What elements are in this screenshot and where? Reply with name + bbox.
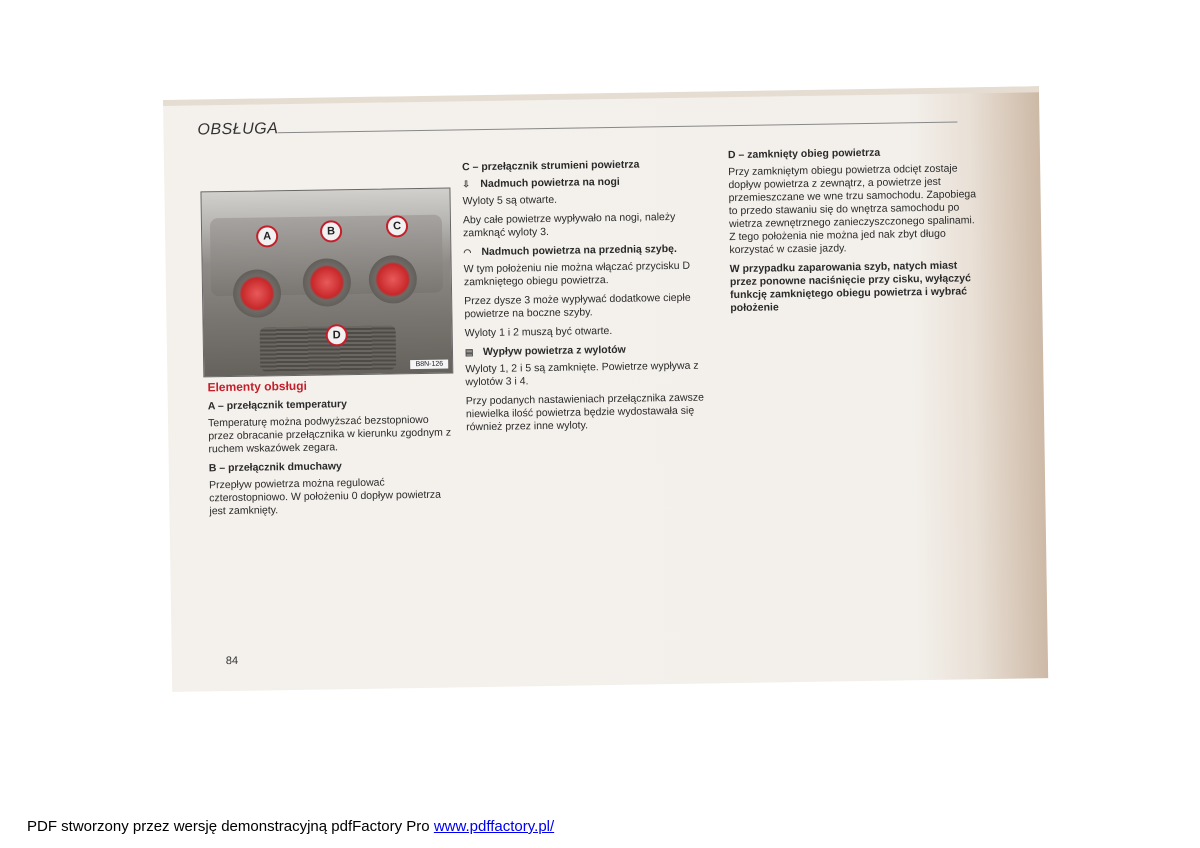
column-1 — [207, 377, 455, 524]
vents-p2: Przy podanych nastawieniach przełącznika zawsze niewielka ilość powietrza będzie wydostawała się również przez inne wyloty. — [465, 391, 704, 434]
callout-d: D — [326, 324, 348, 346]
windshield-p1: W tym położeniu nie można włączać przycisku D zamkniętego obiegu powietrza. — [463, 259, 691, 289]
feet-p2: Aby całe powietrze wypływało na nogi, należy zamknąć wyloty 3. — [462, 210, 676, 240]
b-text: Przepływ powietrza można regulować czterostopniowo. W położeniu 0 dopływ powietrza jest zamknięty. — [208, 476, 442, 518]
callout-b: B — [320, 220, 342, 242]
windshield-p3: Wyloty 1 i 2 muszą być otwarte. — [464, 324, 613, 340]
figure-tag: B8N-126 — [410, 360, 448, 370]
column-2 — [462, 157, 718, 440]
page-header — [197, 110, 957, 142]
footer-text: PDF stworzony przez wersję demonstracyjną pdfFactory Pro — [27, 818, 430, 835]
pdffactory-link[interactable]: www.pdffactory.pl/ — [433, 818, 555, 835]
windshield-heading: Nadmuch powietrza na przednią szybę. — [481, 242, 677, 259]
callout-c: C — [386, 215, 408, 237]
d-bold-text: W przypadku zaparowania szyb, natych miast przez ponowne naciśnięcie przy cisku, wyłączyć funkcję zamkniętego obiegu powietrza i wybrać położenie — [729, 259, 972, 315]
pdf-footer — [27, 818, 554, 835]
callout-a: A — [256, 225, 278, 247]
b-heading: B – przełącznik dmuchawy — [208, 460, 342, 475]
feet-p1: Wyloty 5 są otwarte. — [462, 193, 558, 208]
knob-b — [303, 258, 352, 307]
header-title: OBSŁUGA — [197, 120, 282, 138]
a-text: Temperaturę można podwyższać bezstopniowo przez obracanie przełącznika w kierunku zgodnym z ruchem wskazówek zegara. — [207, 413, 452, 456]
windshield-defrost-icon: ◠ — [463, 247, 472, 258]
column-3 — [728, 145, 983, 319]
feet-heading: Nadmuch powietrza na nogi — [480, 175, 620, 191]
windshield-p2: Przez dysze 3 może wypływać dodatkowe ciepłe powietrze na boczne szyby. — [464, 291, 691, 321]
header-rule — [278, 122, 958, 134]
vents-icon: ▤ — [464, 347, 474, 358]
control-panel-photo — [200, 187, 453, 377]
feet-airflow-icon: ⇩ — [462, 179, 470, 190]
vents-p1: Wyloty 1, 2 i 5 są zamknięte. Powietrze wypływa z wylotów 3 i 4. — [465, 359, 699, 389]
d-heading: D – zamknięty obieg powietrza — [727, 146, 881, 162]
d-text: Przy zamkniętym obiegu powietrza odcięt zostaje dopływ powietrza z zewnątrz, a powietrze jest przemieszczane we wne trzu samochodu. Zapobiega to przedo stawaniu się do wnętrza samochodu po wietrza zewnętrznego zanieczyszczonego spalinami. Z tego położenia nie można jed nak zbyt długo korzystać w czasie jazdy. — [728, 162, 977, 257]
section-title: Elementy obsługi — [207, 378, 307, 395]
knob-a — [233, 269, 282, 318]
page-number: 84 — [225, 654, 239, 668]
a-heading: A – przełącznik temperatury — [207, 398, 347, 413]
scanned-page — [163, 86, 1048, 692]
scan-shadow — [163, 86, 1039, 106]
c-heading: C – przełącznik strumieni powietrza — [461, 158, 640, 174]
knob-c — [368, 255, 417, 304]
vents-heading: Wypływ powietrza z wylotów — [482, 343, 626, 359]
